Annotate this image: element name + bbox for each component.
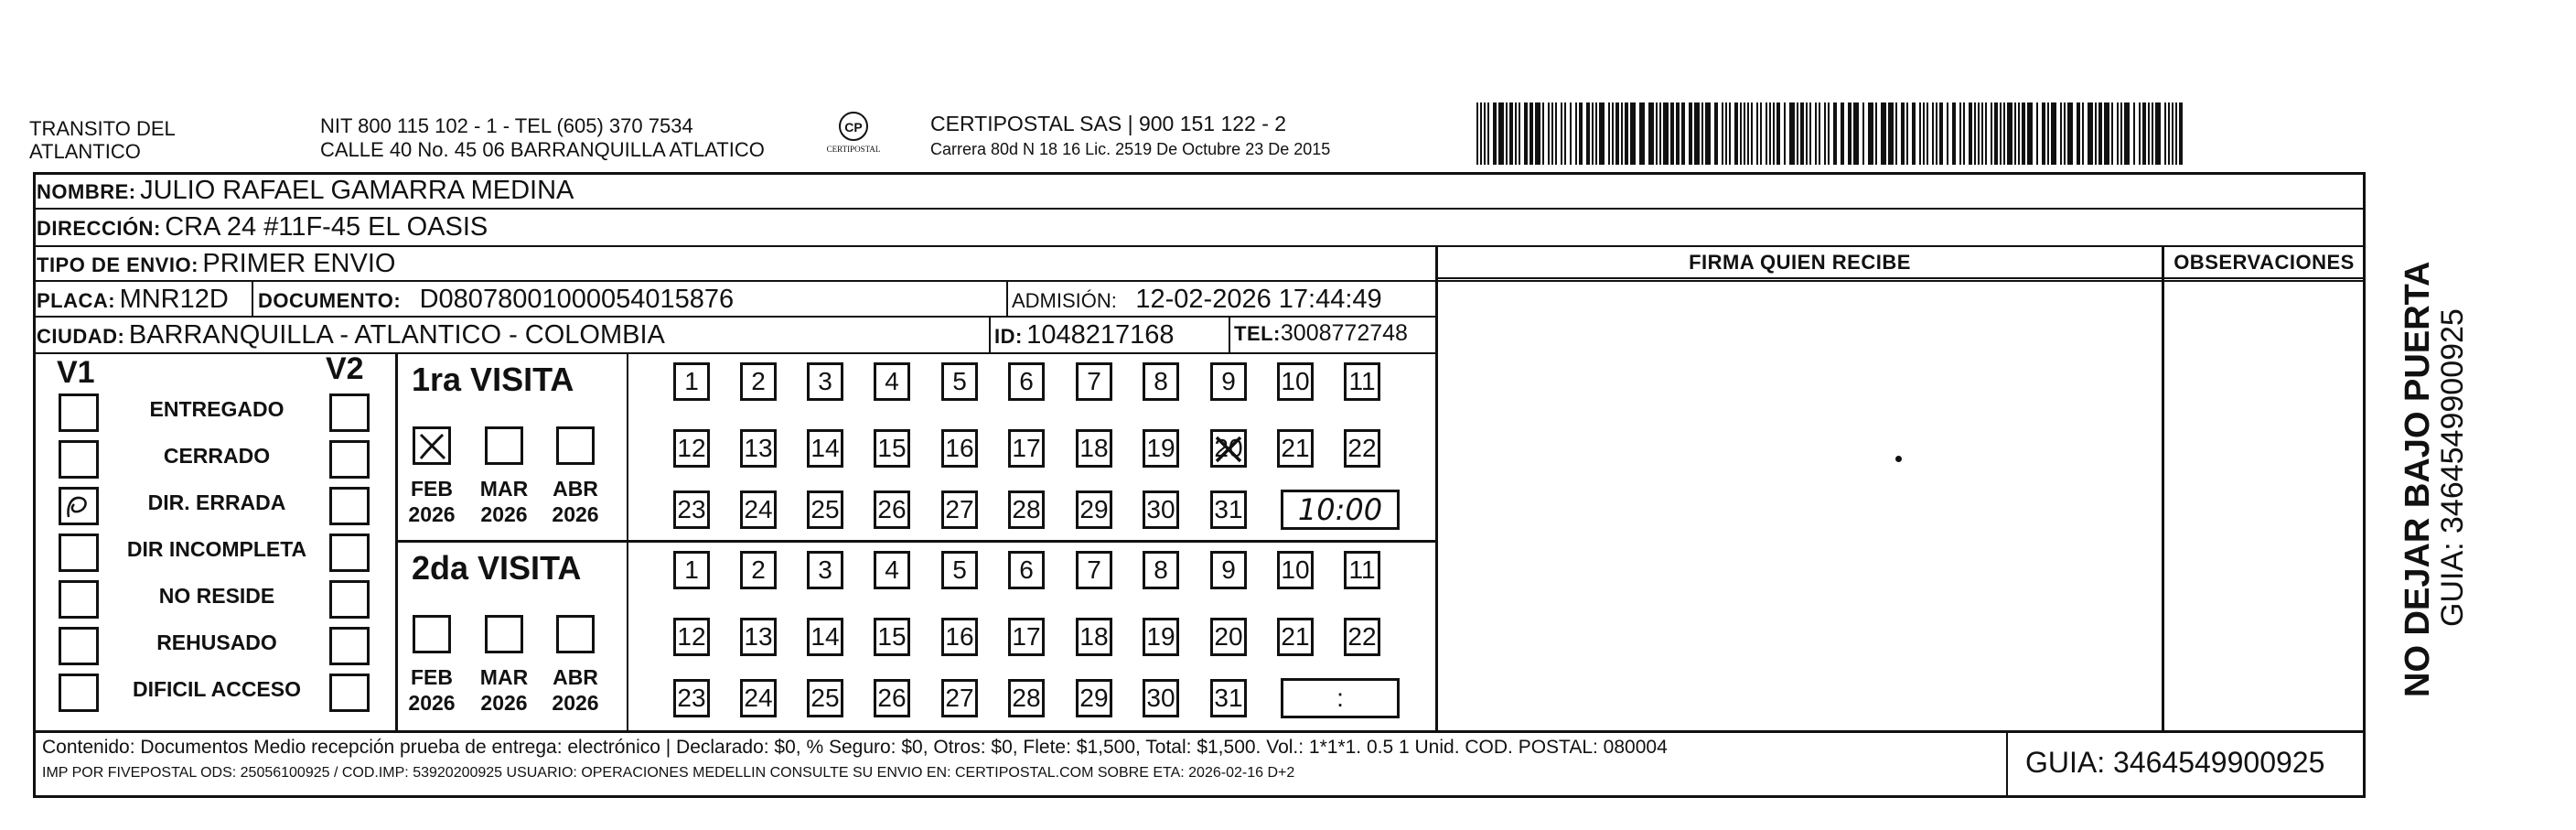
sender-name (29, 117, 176, 163)
placa-field (37, 285, 229, 315)
second-visit-time[interactable]: : (1281, 678, 1400, 718)
first-visit-day-3[interactable]: 3 (807, 362, 843, 401)
documento-value: D0807800100005401587​6 (419, 285, 735, 314)
status-rehusado: REHUSADO (156, 631, 277, 654)
first-visit-day-20[interactable]: 20 (1210, 429, 1247, 468)
second-visit-day-29[interactable]: 29 (1076, 679, 1112, 717)
first-visit-day-1[interactable]: 1 (673, 362, 710, 401)
company-line: CERTIPOSTAL SAS | 900 151 122 - 2 (930, 112, 1287, 135)
second-visit-day-6[interactable]: 6 (1008, 551, 1045, 589)
side-guia: GUIA: 3464549900925 (2435, 308, 2470, 627)
signature-mark (1895, 456, 1902, 462)
second-visit-day-26[interactable]: 26 (874, 679, 910, 717)
first-visit-day-14[interactable]: 14 (807, 429, 843, 468)
first-visit-day-19[interactable]: 19 (1143, 429, 1179, 468)
first-visit-day-10[interactable]: 10 (1277, 362, 1314, 401)
footer-contenido: Contenido: Documentos Medio recepción prueba de entrega: electrónico | Declarado: $0, % Seguro: $0, Otros: $0, Flete: $1,500, Total: $1,500. Vol.: 1*1*1. 0.5 1 Unid. COD. POSTAL: 080004 (42, 737, 1668, 758)
sender-address: CALLE 40 No. 45 06 BARRANQUILLA ATLATICO (320, 138, 765, 161)
first-visit-day-24[interactable]: 24 (740, 490, 777, 529)
second-visit-day-25[interactable]: 25 (807, 679, 843, 717)
barcode (1475, 102, 2188, 165)
second-visit-day-28[interactable]: 28 (1008, 679, 1045, 717)
svg-text:CP: CP (844, 120, 863, 135)
side-warning: NO DEJAR BAJO PUERTA (2399, 261, 2437, 697)
second-visit-day-14[interactable]: 14 (807, 618, 843, 656)
firma-label: FIRMA QUIEN RECIBE (1689, 251, 1911, 274)
second-visit-day-24[interactable]: 24 (740, 679, 777, 717)
ciudad-value: BARRANQUILLA - ATLANTICO - COLOMBIA (128, 320, 665, 350)
first-visit-day-29[interactable]: 29 (1076, 490, 1112, 529)
documento-label: DOCUMENTO: (258, 289, 402, 312)
v1-label: V1 (57, 355, 95, 390)
first-visit-day-16[interactable]: 16 (941, 429, 978, 468)
handwritten-check-icon (61, 490, 96, 523)
v1-checkbox-cerrado[interactable] (59, 440, 99, 479)
first-visit-day-26[interactable]: 26 (874, 490, 910, 529)
first-visit-day-30[interactable]: 30 (1143, 490, 1179, 529)
admision-value: 12-02-2026 17:44:49 (1135, 285, 1382, 314)
v1-checkbox-rehusado[interactable] (59, 627, 99, 665)
status-entregado: ENTREGADO (149, 397, 284, 421)
first-visit-day-25[interactable]: 25 (807, 490, 843, 529)
handwritten-x-icon (1213, 432, 1244, 465)
v2-checkbox-entregado[interactable] (329, 393, 370, 432)
v1-checkbox-entregado[interactable] (59, 393, 99, 432)
first-visit-feb-box[interactable] (413, 426, 451, 465)
v2-checkbox-dificil-acceso[interactable] (329, 674, 370, 712)
first-visit-day-18[interactable]: 18 (1076, 429, 1112, 468)
second-visit-day-30[interactable]: 30 (1143, 679, 1179, 717)
first-visit-day-15[interactable]: 15 (874, 429, 910, 468)
v1-checkbox-no-reside[interactable] (59, 580, 99, 619)
first-visit-day-8[interactable]: 8 (1143, 362, 1179, 401)
sender-line-2: ATLANTICO (29, 140, 141, 163)
second-visit-day-17[interactable]: 17 (1008, 618, 1045, 656)
second-visit-day-2[interactable]: 2 (740, 551, 777, 589)
tipo-value: PRIMER ENVIO (202, 249, 396, 278)
second-visit-abr-box[interactable] (556, 615, 595, 653)
second-visit-day-3[interactable]: 3 (807, 551, 843, 589)
logo-text: CERTIPOSTAL (826, 145, 881, 154)
first-visit-day-21[interactable]: 21 (1277, 429, 1314, 468)
v2-checkbox-rehusado[interactable] (329, 627, 370, 665)
first-visit-day-31[interactable]: 31 (1210, 490, 1247, 529)
first-visit-day-5[interactable]: 5 (941, 362, 978, 401)
second-visit-title: 2da VISITA (412, 549, 582, 587)
status-cerrado: CERRADO (163, 444, 271, 468)
placa-label: PLACA: (37, 289, 116, 312)
first-visit-mar-label: MAR 2026 (479, 477, 529, 526)
first-visit-day-28[interactable]: 28 (1008, 490, 1045, 529)
first-visit-day-2[interactable]: 2 (740, 362, 777, 401)
placa-value: MNR12D (119, 285, 229, 314)
first-visit-day-11[interactable]: 11 (1344, 362, 1380, 401)
nombre-label: NOMBRE: (37, 180, 136, 203)
tel-value: 3008772748 (1280, 320, 1408, 346)
barcode-graphic (1475, 102, 2188, 165)
tipo-label: TIPO DE ENVIO: (37, 253, 199, 276)
second-visit-day-10[interactable]: 10 (1277, 551, 1314, 589)
direccion-value: CRA 24 #11F-45 EL OASIS (165, 212, 488, 242)
second-visit-day-9[interactable]: 9 (1210, 551, 1247, 589)
admision-label: ADMISIÓN: (1012, 289, 1117, 312)
second-visit-mar-label: MAR 2026 (479, 665, 529, 715)
status-dir-errada: DIR. ERRADA (147, 490, 286, 514)
second-visit-day-19[interactable]: 19 (1143, 618, 1179, 656)
documento-field (258, 285, 734, 315)
v2-checkbox-no-reside[interactable] (329, 580, 370, 619)
tel-field (1234, 320, 1408, 347)
second-visit-day-5[interactable]: 5 (941, 551, 978, 589)
second-visit-day-16[interactable]: 16 (941, 618, 978, 656)
second-visit-day-31[interactable]: 31 (1210, 679, 1247, 717)
v2-checkbox-cerrado[interactable] (329, 440, 370, 479)
handwritten-x-icon (415, 429, 448, 462)
first-visit-day-22[interactable]: 22 (1344, 429, 1380, 468)
second-visit-day-7[interactable]: 7 (1076, 551, 1112, 589)
license-line: Carrera 80d N 18 16 Lic. 2519 De Octubre 23 De 2015 (930, 140, 1331, 158)
first-visit-feb-label: FEB 2026 (408, 477, 456, 526)
second-visit-day-4[interactable]: 4 (874, 551, 910, 589)
first-visit-day-17[interactable]: 17 (1008, 429, 1045, 468)
first-visit-title: 1ra VISITA (412, 361, 574, 398)
second-visit-day-22[interactable]: 22 (1344, 618, 1380, 656)
v2-label: V2 (326, 351, 364, 386)
first-visit-day-7[interactable]: 7 (1076, 362, 1112, 401)
sender-line-1: TRANSITO DEL (29, 117, 176, 140)
status-dificil-acceso: DIFICIL ACCESO (132, 677, 301, 701)
tel-label: TEL: (1234, 322, 1281, 345)
first-visit-abr-label: ABR 2026 (552, 477, 599, 526)
first-visit-abr-box[interactable] (556, 426, 595, 465)
first-visit-day-12[interactable]: 12 (673, 429, 710, 468)
status-dir-incompleta: DIR INCOMPLETA (126, 537, 307, 561)
sender-nit: NIT 800 115 102 - 1 - TEL (605) 370 7534 (320, 114, 693, 137)
id-label: ID: (994, 325, 1023, 348)
ciudad-field (37, 320, 665, 350)
footer-imp: IMP POR FIVEPOSTAL ODS: 25056100925 / COD.IMP: 53920200925 USUARIO: OPERACIONES MEDELLIN CONSULTE SU ENVIO EN: CERTIPOSTAL.COM SOBRE ETA: 2026-02-16 D+2 (42, 765, 1295, 781)
second-visit-day-13[interactable]: 13 (740, 618, 777, 656)
first-visit-day-4[interactable]: 4 (874, 362, 910, 401)
status-no-reside: NO RESIDE (158, 584, 275, 608)
second-visit-day-27[interactable]: 27 (941, 679, 978, 717)
first-visit-mar-box[interactable] (485, 426, 523, 465)
first-visit-day-23[interactable]: 23 (673, 490, 710, 529)
certipostal-logo (817, 110, 890, 161)
nombre-value: JULIO RAFAEL GAMARRA MEDINA (140, 176, 574, 205)
v1-checkbox-dir-errada[interactable] (59, 487, 99, 525)
second-visit-feb-label: FEB 2026 (408, 665, 456, 715)
v2-checkbox-dir-incompleta[interactable] (329, 534, 370, 572)
first-visit-day-6[interactable]: 6 (1008, 362, 1045, 401)
second-visit-day-15[interactable]: 15 (874, 618, 910, 656)
direccion-row (37, 212, 488, 243)
second-visit-day-23[interactable]: 23 (673, 679, 710, 717)
second-visit-day-11[interactable]: 11 (1344, 551, 1380, 589)
id-value: 1048217168 (1026, 320, 1175, 350)
second-visit-mar-box[interactable] (485, 615, 523, 653)
second-visit-day-8[interactable]: 8 (1143, 551, 1179, 589)
v1-checkbox-dificil-acceso[interactable] (59, 674, 99, 712)
observaciones-label: OBSERVACIONES (2174, 251, 2355, 274)
second-visit-day-12[interactable]: 12 (673, 618, 710, 656)
tipo-row (37, 249, 395, 279)
footer-guia: GUIA: 3464549900925 (2025, 746, 2325, 779)
second-visit-abr-label: ABR 2026 (552, 665, 599, 715)
v1-checkbox-dir-incompleta[interactable] (59, 534, 99, 572)
second-visit-day-1[interactable]: 1 (673, 551, 710, 589)
second-visit-day-20[interactable]: 20 (1210, 618, 1247, 656)
v2-checkbox-dir-errada[interactable] (329, 487, 370, 525)
direccion-label: DIRECCIÓN: (37, 217, 161, 240)
second-visit-day-18[interactable]: 18 (1076, 618, 1112, 656)
first-visit-day-13[interactable]: 13 (740, 429, 777, 468)
second-visit-day-21[interactable]: 21 (1277, 618, 1314, 656)
ciudad-label: CIUDAD: (37, 325, 125, 348)
first-visit-day-9[interactable]: 9 (1210, 362, 1247, 401)
second-visit-feb-box[interactable] (413, 615, 451, 653)
first-visit-day-27[interactable]: 27 (941, 490, 978, 529)
first-visit-time[interactable]: 10:00 (1281, 490, 1400, 530)
id-field (994, 320, 1175, 350)
admision-field (1012, 285, 1382, 315)
nombre-row (37, 176, 574, 206)
